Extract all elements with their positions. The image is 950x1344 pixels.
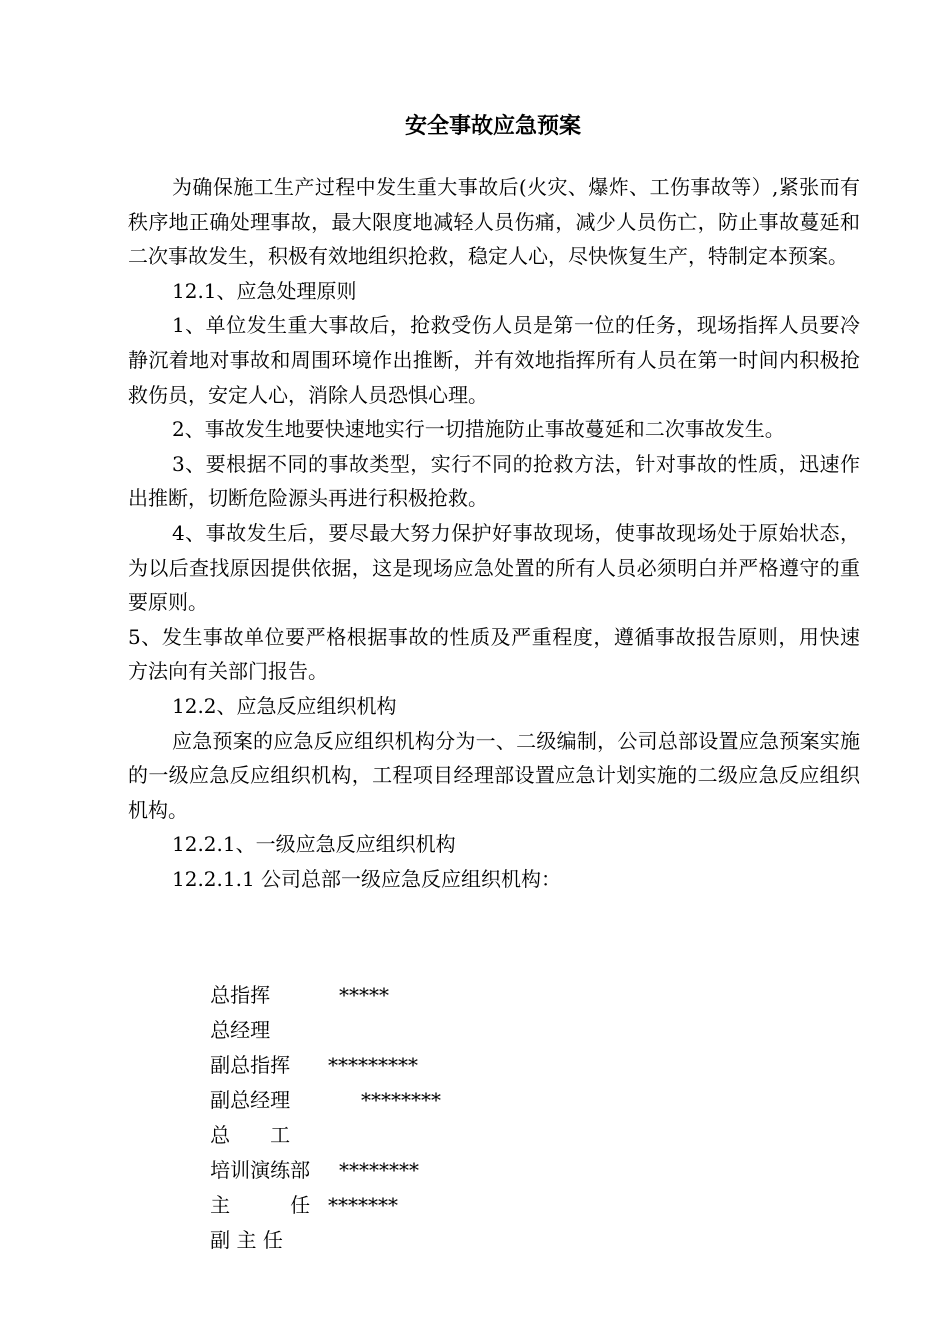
role-row [172,1013,310,1077]
document-body [128,170,860,896]
role-label: 总经理 [210,1018,271,1042]
intro-paragraph: 为确保施工生产过程中发生重大事故后(火灾、爆炸、工伤事故等）,紧张而有秩序地正确处理事故，最大限度地减轻人员伤痛，减少人员伤亡，防止事故蔓延和二次事故发生，积极有效地组织抢救，稳定人心，尽快恢复生产，特制定本预案。 [128,175,860,269]
role-row [172,1153,419,1217]
role-value: ******** [339,1158,419,1182]
role-label: 总指挥 [210,983,271,1007]
principle-5: 5、发生事故单位要严格根据事故的性质及严重程度，遵循事故报告原则，用快速方法向有关部门报告。 [128,624,860,684]
role-row [172,1118,311,1182]
role-row [172,943,310,1007]
principle-1: 1、单位发生重大事故后，抢救受伤人员是第一位的任务，现场指挥人员要冷静沉着地对事故和周围环境作出推断，并有效地指挥所有人员在第一时间内积极抢救伤员，安定人心，消除人员恐惧心理。 [128,313,860,407]
role-value: ***** [339,983,389,1007]
role-row [172,978,389,1042]
section-12-2-paragraph: 应急预案的应急反应组织机构分为一、二级编制，公司总部设置应急预案实施的一级应急反应组织机构，工程项目经理部设置应急计划实施的二级应急反应组织机构。 [128,728,860,822]
role-value: ******* [328,1193,398,1217]
role-value: ******** [361,1088,441,1112]
section-12-1-heading: 12.1、应急处理原则 [172,278,357,303]
role-row [172,1083,441,1147]
role-row [172,1048,418,1112]
principle-3: 3、要根据不同的事故类型，实行不同的抢救方法，针对事故的性质，迅速作出推断，切断危险源头再进行积极抢救。 [128,451,860,511]
role-label: 总 工 [210,1123,291,1147]
role-label: 副总经理 [210,1088,291,1112]
role-label: 副总指挥 [210,1053,291,1077]
section-12-2-1-1-heading: 12.2.1.1 公司总部一级应急反应组织机构： [172,866,562,891]
role-label: 主 任 [210,1193,311,1217]
role-value: ********* [328,1053,418,1077]
section-12-2-heading: 12.2、应急反应组织机构 [172,693,397,718]
document-title: 安全事故应急预案 [404,114,581,139]
role-row [172,1188,398,1252]
role-label: 副 主 任 [210,1228,283,1252]
principle-4: 4、事故发生后，要尽最大努力保护好事故现场，使事故现场处于原始状态，为以后查找原因提供依据，这是现场应急处置的所有人员必须明白并严格遵守的重要原则。 [128,520,860,615]
principle-2: 2、事故发生地要快速地实行一切措施防止事故蔓延和二次事故发生。 [172,417,785,442]
section-12-2-1-heading: 12.2.1、一级应急反应组织机构 [172,832,456,857]
organization-roles-list [172,943,441,1252]
role-label: 培训演练部 [210,1158,311,1182]
